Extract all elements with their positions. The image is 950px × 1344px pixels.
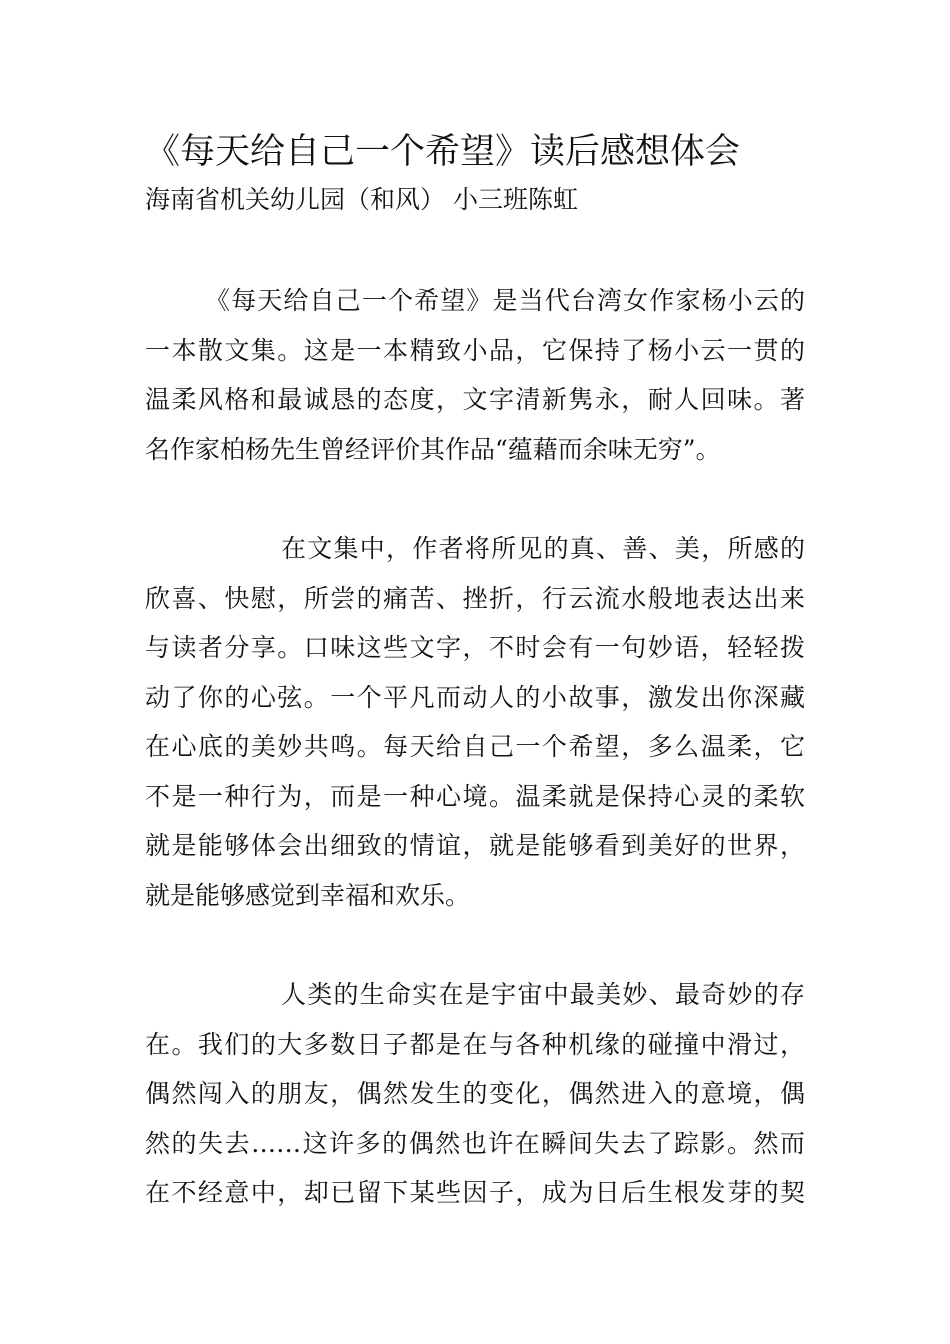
paragraph-line: 欣喜、快慰，所尝的痛苦、挫折，行云流水般地表达出来	[145, 583, 805, 613]
paragraph-line: 在文集中，作者将所见的真、善、美，所感的	[281, 534, 805, 563]
author-line: 海南省机关幼儿园（和风） 小三班陈虹	[145, 185, 578, 214]
paragraph-line: 一本散文集。这是一本精致小品，它保持了杨小云一贯的	[145, 335, 805, 365]
paragraph-line: 在不经意中，却已留下某些因子，成为日后生根发芽的契	[145, 1178, 805, 1207]
paragraph-line: 动了你的心弦。一个平凡而动人的小故事，激发出你深藏	[145, 682, 805, 712]
paragraph-line: 在。我们的大多数日子都是在与各种机缘的碰撞中滑过，	[145, 1029, 805, 1059]
paragraph-1	[145, 276, 805, 474]
paragraph-line: 就是能够感觉到幸福和欢乐。	[145, 880, 471, 910]
paragraph-3	[145, 970, 805, 1218]
paragraph-line: 偶然闯入的朋友，偶然发生的变化，偶然进入的意境，偶	[145, 1079, 805, 1108]
document-title: 《每天给自己一个希望》读后感想体会	[145, 132, 741, 172]
paragraph-line: 名作家柏杨先生曾经评价其作品“蕴藉而余味无穷”。	[145, 434, 721, 464]
paragraph-line: 温柔风格和最诚恳的态度，文字清新隽永，耐人回味。著	[145, 385, 805, 414]
paragraph-line: 人类的生命实在是宇宙中最美妙、最奇妙的存	[281, 980, 805, 1009]
paragraph-line: 然的失去……这许多的偶然也许在瞬间失去了踪影。然而	[145, 1128, 805, 1158]
paragraph-line: 《每天给自己一个希望》是当代台湾女作家杨小云的	[205, 286, 805, 315]
paragraph-line: 与读者分享。口味这些文字，不时会有一句妙语，轻轻拨	[145, 633, 805, 662]
paragraph-line: 就是能够体会出细致的情谊，就是能够看到美好的世界，	[145, 831, 805, 860]
paragraph-line: 在心底的美妙共鸣。每天给自己一个希望，多么温柔，它	[145, 732, 805, 761]
paragraph-line: 不是一种行为，而是一种心境。温柔就是保持心灵的柔软	[145, 781, 805, 811]
paragraph-2	[145, 524, 805, 920]
